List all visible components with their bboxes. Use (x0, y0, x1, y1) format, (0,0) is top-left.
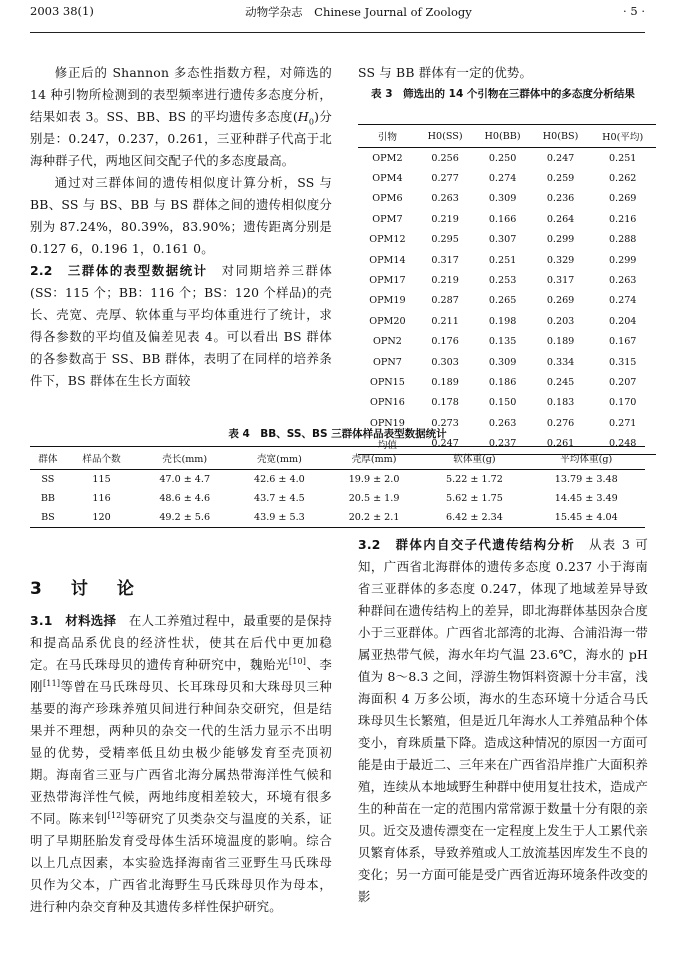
table-cell: 0.303 (431, 356, 459, 368)
table-cell: 0.334 (546, 356, 575, 368)
table-row (358, 230, 656, 250)
table-cell: 0.247 (546, 152, 575, 164)
table-row (358, 250, 656, 270)
table4-header-cell: 壳厚(mm) (327, 447, 422, 470)
table4-header-cell: 平均体重(g) (528, 447, 646, 470)
paragraph-similarity: 通过对三群体间的遗传相似度计算分析，SS 与 BB、SS 与 BS、BB 与 BS 群体之间的遗传相似度分别为 87.24%，80.39%，83.90%；遗传距离分别是 0.127 6，0.196 1，0.161 0。 (30, 175, 332, 256)
table-cell: 0.299 (546, 234, 575, 246)
table-cell: 0.176 (431, 336, 459, 348)
table-cell: 14.45 ± 3.49 (554, 493, 618, 504)
section-3-1-heading: 3.1 材料选择 (30, 613, 117, 628)
table-cell: 0.198 (488, 315, 517, 327)
table-cell: 0.167 (608, 336, 637, 348)
table-row (30, 508, 645, 528)
table-cell: OPM7 (372, 213, 403, 225)
table-cell: 0.170 (608, 397, 637, 409)
right-column-bottom (358, 534, 648, 908)
h0-symbol: H (297, 109, 309, 124)
table-cell: OPM17 (369, 275, 406, 287)
table-cell: 0.269 (546, 295, 575, 307)
paragraph-continuation: SS 与 BB 群体有一定的优势。 (358, 65, 533, 80)
table-cell: 0.219 (431, 213, 459, 225)
table-cell: 0.287 (431, 295, 459, 307)
table-cell: 0.178 (431, 397, 459, 409)
table-row (358, 189, 656, 209)
table-cell: 115 (92, 474, 111, 485)
citation-11: [11] (42, 678, 61, 688)
table4-caption: 表 4 BB、SS、BS 三群体样品表型数据统计 (228, 428, 447, 440)
table-cell: 116 (92, 493, 111, 504)
table-cell: 0.317 (546, 275, 575, 287)
table-cell: 0.265 (488, 295, 517, 307)
table-cell: 0.186 (488, 376, 517, 388)
table3 (358, 124, 656, 455)
table-cell: 47.0 ± 4.7 (159, 474, 211, 485)
table-cell: 0.299 (608, 254, 637, 266)
table-cell: 0.295 (431, 234, 459, 246)
table-cell: 0.207 (608, 376, 637, 388)
table-cell: 0.307 (488, 234, 517, 246)
table-cell: 15.45 ± 4.04 (528, 508, 646, 528)
table-cell: 0.263 (608, 275, 637, 287)
section-2-2-heading: 2.2 三群体的表型数据统计 (30, 263, 208, 278)
table4-header-cell: 壳宽(mm) (232, 447, 327, 470)
table-cell: 0.237 (473, 433, 531, 454)
table-row (358, 311, 656, 331)
table-cell: 5.22 ± 1.72 (446, 474, 503, 485)
table-cell: 0.329 (546, 254, 575, 266)
table-cell: 0.269 (608, 193, 637, 205)
table-cell: 6.42 ± 2.34 (421, 508, 527, 528)
table-cell: 0.135 (488, 336, 517, 348)
citation-12: [12] (107, 810, 125, 820)
journal-title: 动物学杂志 Chinese Journal of Zoology (245, 5, 472, 19)
table-cell: 0.245 (546, 376, 575, 388)
table-cell: OPM14 (369, 254, 406, 266)
table-cell: 0.203 (546, 315, 575, 327)
table-cell: 43.9 ± 5.3 (232, 508, 327, 528)
paragraph-section-3-1: 3.1 材料选择 在人工养殖过程中，最重要的是保持和提高品系优良的经济性状，使其在后代中更加稳定。在马氏珠母贝的遗传育种研究中，魏贻光[10]、李刚[11]等曾在马氏珠母贝、长耳珠母贝和大珠母贝三种基要的海产珍珠养殖贝间进行种间杂交研究，但是结果并不理想，两种贝的杂交一代的生活力显示不出明显的优势，受精率低且幼虫极少能够发育至壳顶初期。海南省三亚与广西省北海分属热带海洋性气候和亚热带海洋性气候，两地纬度相差较大，环境有很多不同。陈来钊[12]等研究了贝类杂交与温度的关系，证明了早期胚胎发育受母体生活环境温度的影响。综合以上几点因素，本实验选择海南省三亚野生马氏珠母贝作为父本，广西省北海野生马氏珠母贝作为母本，进行种内杂交育种及其遗传多样性保护研究。 (30, 613, 333, 914)
table-cell: 0.250 (488, 152, 517, 164)
table-cell: 均值 (358, 433, 417, 454)
table4-header-cell: 样品个数 (66, 447, 138, 470)
table-cell: 43.7 ± 4.5 (254, 493, 305, 504)
table-cell: 0.189 (431, 376, 459, 388)
table-cell: 0.211 (431, 315, 459, 327)
table3-caption: 表 3 筛选出的 14 个引物在三群体中的多态度分析结果 (371, 88, 635, 100)
table-cell: 0.253 (488, 275, 517, 287)
table-row (358, 393, 656, 413)
table-row (358, 209, 656, 229)
table-cell: 0.251 (488, 254, 517, 266)
table-cell: 0.248 (589, 433, 656, 454)
citation-10: [10] (288, 656, 307, 666)
left-column-top (30, 62, 332, 392)
table-cell: OPM6 (372, 193, 403, 205)
table-cell: 0.262 (608, 173, 637, 185)
table-row (358, 148, 656, 169)
table-cell: OPM20 (369, 315, 406, 327)
table3-header-cell: H0(BB) (473, 125, 531, 148)
table-cell: 0.256 (431, 152, 459, 164)
table-cell: 13.79 ± 3.48 (554, 474, 618, 485)
table-cell: OPM19 (369, 295, 406, 307)
table4-header-cell: 软体重(g) (421, 447, 527, 470)
table-cell: 0.274 (488, 173, 517, 185)
table-cell: 0.309 (488, 193, 517, 205)
table-row (358, 270, 656, 290)
table-cell: 0.150 (488, 397, 517, 409)
table-cell: 0.263 (431, 193, 459, 205)
table4-header-cell: 群体 (30, 447, 66, 470)
journal-issue: 2003 38(1) (30, 4, 94, 18)
table-cell: 20.5 ± 1.9 (348, 493, 400, 504)
table-cell: 0.219 (431, 275, 459, 287)
table-cell: 0.166 (488, 213, 517, 225)
section-3-heading: 3 讨 论 (30, 579, 140, 599)
table3-header-cell: 引物 (358, 125, 417, 148)
table-cell: 0.189 (546, 336, 575, 348)
table-cell: 0.271 (608, 417, 637, 429)
table4 (30, 446, 645, 528)
table-cell: 0.315 (608, 356, 637, 368)
table-cell: 0.204 (608, 315, 637, 327)
table3-header-cell: H0(BS) (532, 125, 590, 148)
section-3-2-heading: 3.2 群体内自交子代遗传结构分析 (358, 537, 576, 552)
table-row (30, 470, 645, 490)
table-cell: 0.236 (546, 193, 575, 205)
page-header (30, 4, 645, 33)
table3-header-cell: H0(平均) (589, 125, 656, 148)
table-row (358, 168, 656, 188)
table4-header-cell: 壳长(mm) (137, 447, 232, 470)
table-cell: 0.216 (608, 213, 637, 225)
table-cell: 0.263 (488, 417, 517, 429)
paragraph-section-2-2: 2.2 三群体的表型数据统计 对同期培养三群体(SS：115 个；BB：116 个；BS：120 个样品)的壳长、壳宽、壳厚、软体重与平均体重进行了统计，求得各参数的平均值及偏差见表 4。可以看出 BS 群体的各参数高于 SS、BB 群体，表明了在同样的培养条件下，BS 群体在生长方面较 (30, 263, 333, 388)
table-row (30, 489, 645, 508)
page-number: · 5 · (623, 4, 645, 18)
right-column-top (358, 62, 648, 84)
table-cell: 0.317 (431, 254, 459, 266)
table-cell: SS (41, 474, 55, 485)
table-cell: 120 (66, 508, 138, 528)
table-cell: 49.2 ± 5.6 (137, 508, 232, 528)
table-cell: OPN19 (369, 417, 405, 429)
table-cell: 0.259 (546, 173, 575, 185)
table-cell: OPN2 (373, 336, 402, 348)
table-cell: BB (40, 493, 55, 504)
table-row (358, 372, 656, 392)
table-cell: 0.251 (608, 152, 637, 164)
table3-header-cell: H0(SS) (417, 125, 474, 148)
table-cell: OPN16 (369, 397, 405, 409)
table-row (358, 332, 656, 352)
table-cell: 0.277 (431, 173, 459, 185)
table-cell: 0.183 (546, 397, 575, 409)
table-cell: 0.247 (417, 433, 474, 454)
table-cell: OPN7 (373, 356, 402, 368)
table-cell: 0.309 (488, 356, 517, 368)
table-cell: OPM4 (372, 173, 403, 185)
paragraph-section-3-2: 3.2 群体内自交子代遗传结构分析 从表 3 可知，广西省北海群体的遗传多态度 0.237 小于海南省三亚群体的多态度 0.247，体现了地域差异导致种群间在遗传结构上的差异，即北海群体基因杂合度小于三亚群体。广西省北部湾的北海、合浦沿海一带属亚热带气候，海水年均气温 23.6℃，海水的 pH 值为 8～8.3 之间，浮游生物饵料资源十分丰富，浅海面积 4 万多公顷，海水的生态环境十分适合马氏珠母贝生长繁殖，但是近几年海水人工养殖品种个体变小，育珠质量下降。造成这种情况的原因一方面可能是由于最近二、三年来在广西省沿岸推广大面积养殖，连续从本地域野生种群中使用复壮技术，造成产生的种苗在一定的范围内常常源于数量十分有限的亲贝。近交及遗传漂变在一定程度上发生于人工累代亲贝繁育体系，导致养殖或人工放流基因库发生不良的变化；另一方面可能是受广西省近海环境条件改变的影 (358, 537, 649, 904)
table-cell: 20.2 ± 2.1 (327, 508, 422, 528)
table-cell: 5.62 ± 1.75 (446, 493, 503, 504)
table-cell: 19.9 ± 2.0 (348, 474, 400, 485)
table-row (358, 352, 656, 372)
table-cell: OPM12 (369, 234, 406, 246)
table-cell: 0.273 (431, 417, 459, 429)
table-cell: OPM2 (372, 152, 403, 164)
table-cell: OPN15 (369, 376, 405, 388)
table-row (358, 291, 656, 311)
table-cell: BS (30, 508, 66, 528)
table-cell: 0.264 (546, 213, 575, 225)
table-cell: 0.261 (532, 433, 590, 454)
table-cell: 48.6 ± 4.6 (159, 493, 211, 504)
table-cell: 42.6 ± 4.0 (254, 474, 305, 485)
table-cell: 0.274 (608, 295, 637, 307)
paragraph-polymorphism: 修正后的 Shannon 多态性指数方程，对筛选的 14 种引物所检测到的表型频率进行遗传多态度分析，结果如表 3。SS、BB、BS 的平均遗传多态度$(H_0)$分别是：0.247，0.237，0.261，三亚种群子代高于北海种群子代，两地区间交配子代的多态度最高。 (30, 65, 332, 168)
table-cell: 0.288 (608, 234, 637, 246)
left-column-bottom (30, 574, 332, 918)
table-cell: 0.276 (546, 417, 575, 429)
